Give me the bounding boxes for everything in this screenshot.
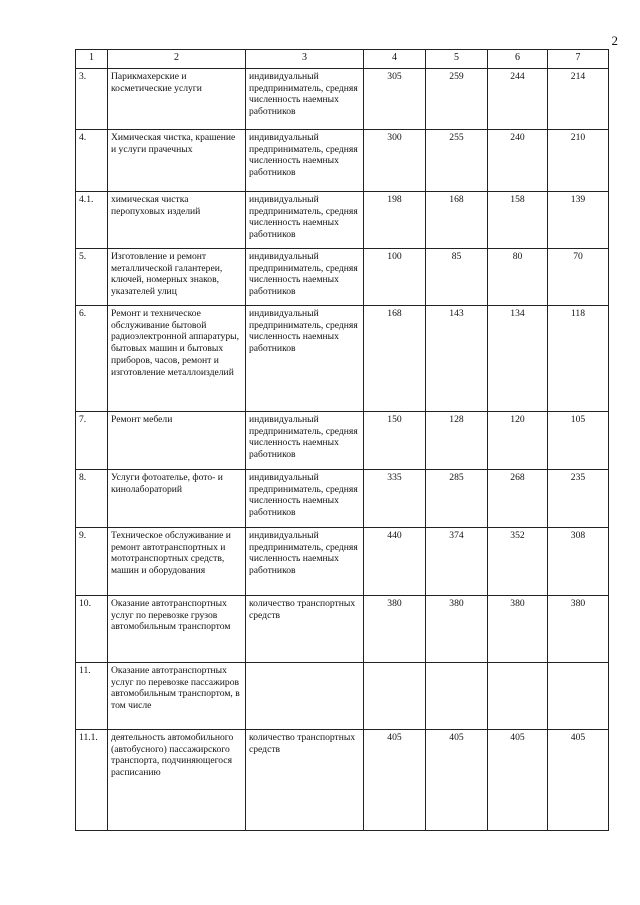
header-cell: 7	[548, 50, 609, 69]
header-cell: 2	[108, 50, 246, 69]
table-row	[76, 249, 609, 306]
row-number: 9.	[76, 528, 108, 596]
value-col-6: 80	[488, 249, 548, 306]
service-name: химическая чистка перопуховых изделий	[108, 192, 246, 249]
table-row	[76, 192, 609, 249]
row-number: 4.1.	[76, 192, 108, 249]
value-col-5: 380	[426, 596, 488, 663]
value-col-5: 85	[426, 249, 488, 306]
table-header-row	[76, 50, 609, 69]
service-name: Оказание автотранспортных услуг по перевозке пассажиров автомобильным транспортом, в том числе	[108, 663, 246, 730]
header-cell: 6	[488, 50, 548, 69]
service-name: Изготовление и ремонт металлической галантереи, ключей, номерных знаков, указателей улиц	[108, 249, 246, 306]
service-name: Услуги фотоателье, фото- и кинолабораторий	[108, 470, 246, 528]
value-col-4	[364, 663, 426, 730]
value-col-5: 374	[426, 528, 488, 596]
value-col-6: 352	[488, 528, 548, 596]
value-col-7: 405	[548, 730, 609, 831]
value-col-6: 380	[488, 596, 548, 663]
header-cell: 3	[246, 50, 364, 69]
table-row	[76, 69, 609, 130]
indicator: индивидуальный предприниматель, средняя численность наемных работников	[246, 192, 364, 249]
indicator: индивидуальный предприниматель, средняя численность наемных работников	[246, 69, 364, 130]
row-number: 3.	[76, 69, 108, 130]
value-col-4: 198	[364, 192, 426, 249]
table-row	[76, 663, 609, 730]
value-col-5: 255	[426, 130, 488, 192]
table-row	[76, 412, 609, 470]
indicator: количество транспортных средств	[246, 596, 364, 663]
value-col-5: 168	[426, 192, 488, 249]
value-col-7: 118	[548, 306, 609, 412]
value-col-5: 128	[426, 412, 488, 470]
row-number: 7.	[76, 412, 108, 470]
table-row	[76, 730, 609, 831]
header-cell: 4	[364, 50, 426, 69]
table-row	[76, 470, 609, 528]
table-row	[76, 130, 609, 192]
header-cell: 5	[426, 50, 488, 69]
row-number: 10.	[76, 596, 108, 663]
indicator	[246, 663, 364, 730]
value-col-4: 440	[364, 528, 426, 596]
value-col-4: 300	[364, 130, 426, 192]
service-name: Ремонт мебели	[108, 412, 246, 470]
value-col-4: 100	[364, 249, 426, 306]
service-name: Оказание автотранспортных услуг по перевозке грузов автомобильным транспортом	[108, 596, 246, 663]
indicator: индивидуальный предприниматель, средняя численность наемных работников	[246, 412, 364, 470]
value-col-7: 105	[548, 412, 609, 470]
table-row	[76, 528, 609, 596]
indicator: индивидуальный предприниматель, средняя численность наемных работников	[246, 249, 364, 306]
indicator: количество транспортных средств	[246, 730, 364, 831]
value-col-6: 158	[488, 192, 548, 249]
row-number: 5.	[76, 249, 108, 306]
service-name: Парикмахерские и косметические услуги	[108, 69, 246, 130]
value-col-6: 268	[488, 470, 548, 528]
value-col-7: 308	[548, 528, 609, 596]
value-col-7	[548, 663, 609, 730]
indicator: индивидуальный предприниматель, средняя численность наемных работников	[246, 528, 364, 596]
indicator: индивидуальный предприниматель, средняя численность наемных работников	[246, 306, 364, 412]
value-col-7: 210	[548, 130, 609, 192]
value-col-4: 405	[364, 730, 426, 831]
page-number: 2	[611, 33, 618, 48]
value-col-6: 134	[488, 306, 548, 412]
value-col-6: 244	[488, 69, 548, 130]
table-row	[76, 306, 609, 412]
value-col-7: 214	[548, 69, 609, 130]
value-col-7: 139	[548, 192, 609, 249]
value-col-5: 259	[426, 69, 488, 130]
value-col-6: 405	[488, 730, 548, 831]
value-col-4: 150	[364, 412, 426, 470]
service-name: деятельность автомобильного (автобусного) пассажирского транспорта, подчиняющегося расписанию	[108, 730, 246, 831]
row-number: 4.	[76, 130, 108, 192]
value-col-4: 335	[364, 470, 426, 528]
header-cell: 1	[76, 50, 108, 69]
indicator: индивидуальный предприниматель, средняя численность наемных работников	[246, 130, 364, 192]
value-col-4: 168	[364, 306, 426, 412]
value-col-7: 70	[548, 249, 609, 306]
value-col-6: 120	[488, 412, 548, 470]
row-number: 11.1.	[76, 730, 108, 831]
value-col-5: 143	[426, 306, 488, 412]
tax-rate-table	[75, 49, 609, 831]
row-number: 8.	[76, 470, 108, 528]
value-col-6	[488, 663, 548, 730]
indicator: индивидуальный предприниматель, средняя численность наемных работников	[246, 470, 364, 528]
row-number: 6.	[76, 306, 108, 412]
service-name: Техническое обслуживание и ремонт автотранспортных и мототранспортных средств, машин и оборудования	[108, 528, 246, 596]
value-col-4: 380	[364, 596, 426, 663]
value-col-5: 285	[426, 470, 488, 528]
service-name: Ремонт и техническое обслуживание бытовой радиоэлектронной аппаратуры, бытовых машин и бытовых приборов, часов, ремонт и изготовление металлоизделий	[108, 306, 246, 412]
value-col-7: 235	[548, 470, 609, 528]
value-col-5: 405	[426, 730, 488, 831]
value-col-4: 305	[364, 69, 426, 130]
service-name: Химическая чистка, крашение и услуги прачечных	[108, 130, 246, 192]
row-number: 11.	[76, 663, 108, 730]
value-col-6: 240	[488, 130, 548, 192]
value-col-5	[426, 663, 488, 730]
value-col-7: 380	[548, 596, 609, 663]
table-row	[76, 596, 609, 663]
